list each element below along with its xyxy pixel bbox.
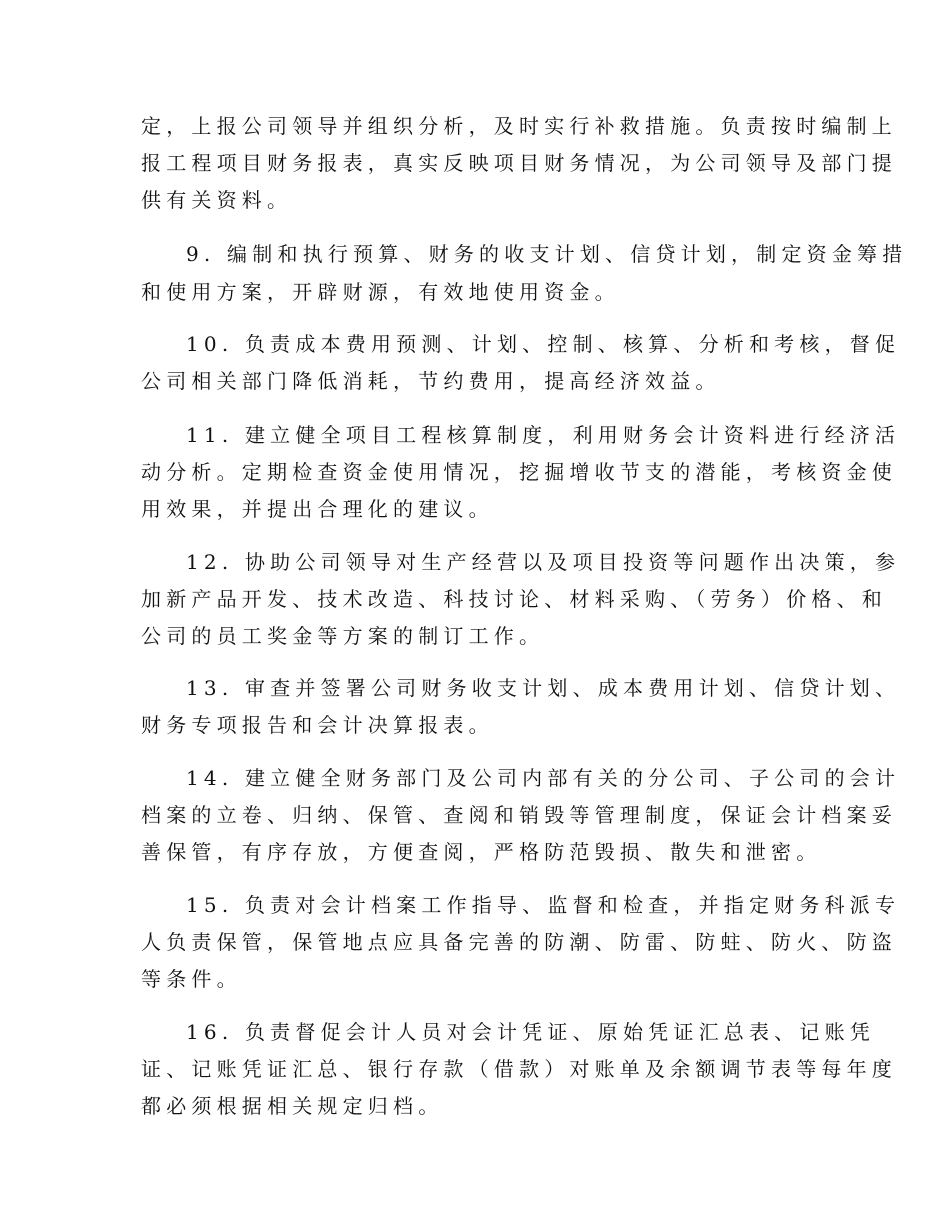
text-line: 用效果，并提出合理化的建议。: [141, 497, 494, 521]
text-line: 供有关资料。: [141, 188, 293, 212]
text-line: 证、记账凭证汇总、银行存款（借款）对账单及余额调节表等每年度: [141, 1057, 897, 1081]
paragraph-16-line: 16. 负责督促会计人员对会计凭证、原始凭证汇总表、记账凭: [186, 1020, 875, 1044]
text-line: 公司相关部门降低消耗，节约费用，提高经济效益。: [141, 369, 721, 393]
text-line: 人负责保管，保管地点应具备完善的防潮、防雷、防蛀、防火、防盗: [141, 930, 897, 954]
paragraph-9-line: 9. 编制和执行预算、财务的收支计划、信贷计划，制定资金筹措: [186, 242, 908, 266]
text-line: 公司的员工奖金等方案的制订工作。: [141, 624, 545, 648]
text-line: 定，上报公司领导并组织分析，及时实行补救措施。负责按时编制上: [141, 114, 897, 138]
paragraph-10-line: 10. 负责成本费用预测、计划、控制、核算、分析和考核，督促: [186, 332, 901, 356]
paragraph-12-line: 12. 协助公司领导对生产经营以及项目投资等问题作出决策，参: [186, 550, 901, 574]
text-line: 加新产品开发、技术改造、科技讨论、材料采购、（劳务）价格、和: [141, 587, 887, 611]
paragraph-11-line: 11. 建立健全项目工程核算制度，利用财务会计资料进行经济活: [186, 423, 901, 447]
paragraph-15-line: 15. 负责对会计档案工作指导、监督和检查，并指定财务科派专: [186, 893, 901, 917]
text-line: 和使用方案，开辟财源，有效地使用资金。: [141, 280, 620, 304]
text-line: 动分析。定期检查资金使用情况，挖掘增收节支的潜能，考核资金使: [141, 460, 897, 484]
paragraph-13-line: 13. 审查并签署公司财务收支计划、成本费用计划、信贷计划、: [186, 676, 901, 700]
text-line: 报工程项目财务报表，真实反映项目财务情况，为公司领导及部门提: [141, 151, 897, 175]
text-line: 善保管，有序存放，方便查阅，严格防范毁损、散失和泄密。: [141, 840, 822, 864]
text-line: 等条件。: [141, 967, 242, 991]
text-line: 档案的立卷、归纳、保管、查阅和销毁等管理制度，保证会计档案妥: [141, 803, 897, 827]
paragraph-14-line: 14. 建立健全财务部门及公司内部有关的分公司、子公司的会计: [186, 766, 901, 790]
text-line: 财务专项报告和会计决算报表。: [141, 713, 494, 737]
text-line: 都必须根据相关规定归档。: [141, 1094, 444, 1118]
